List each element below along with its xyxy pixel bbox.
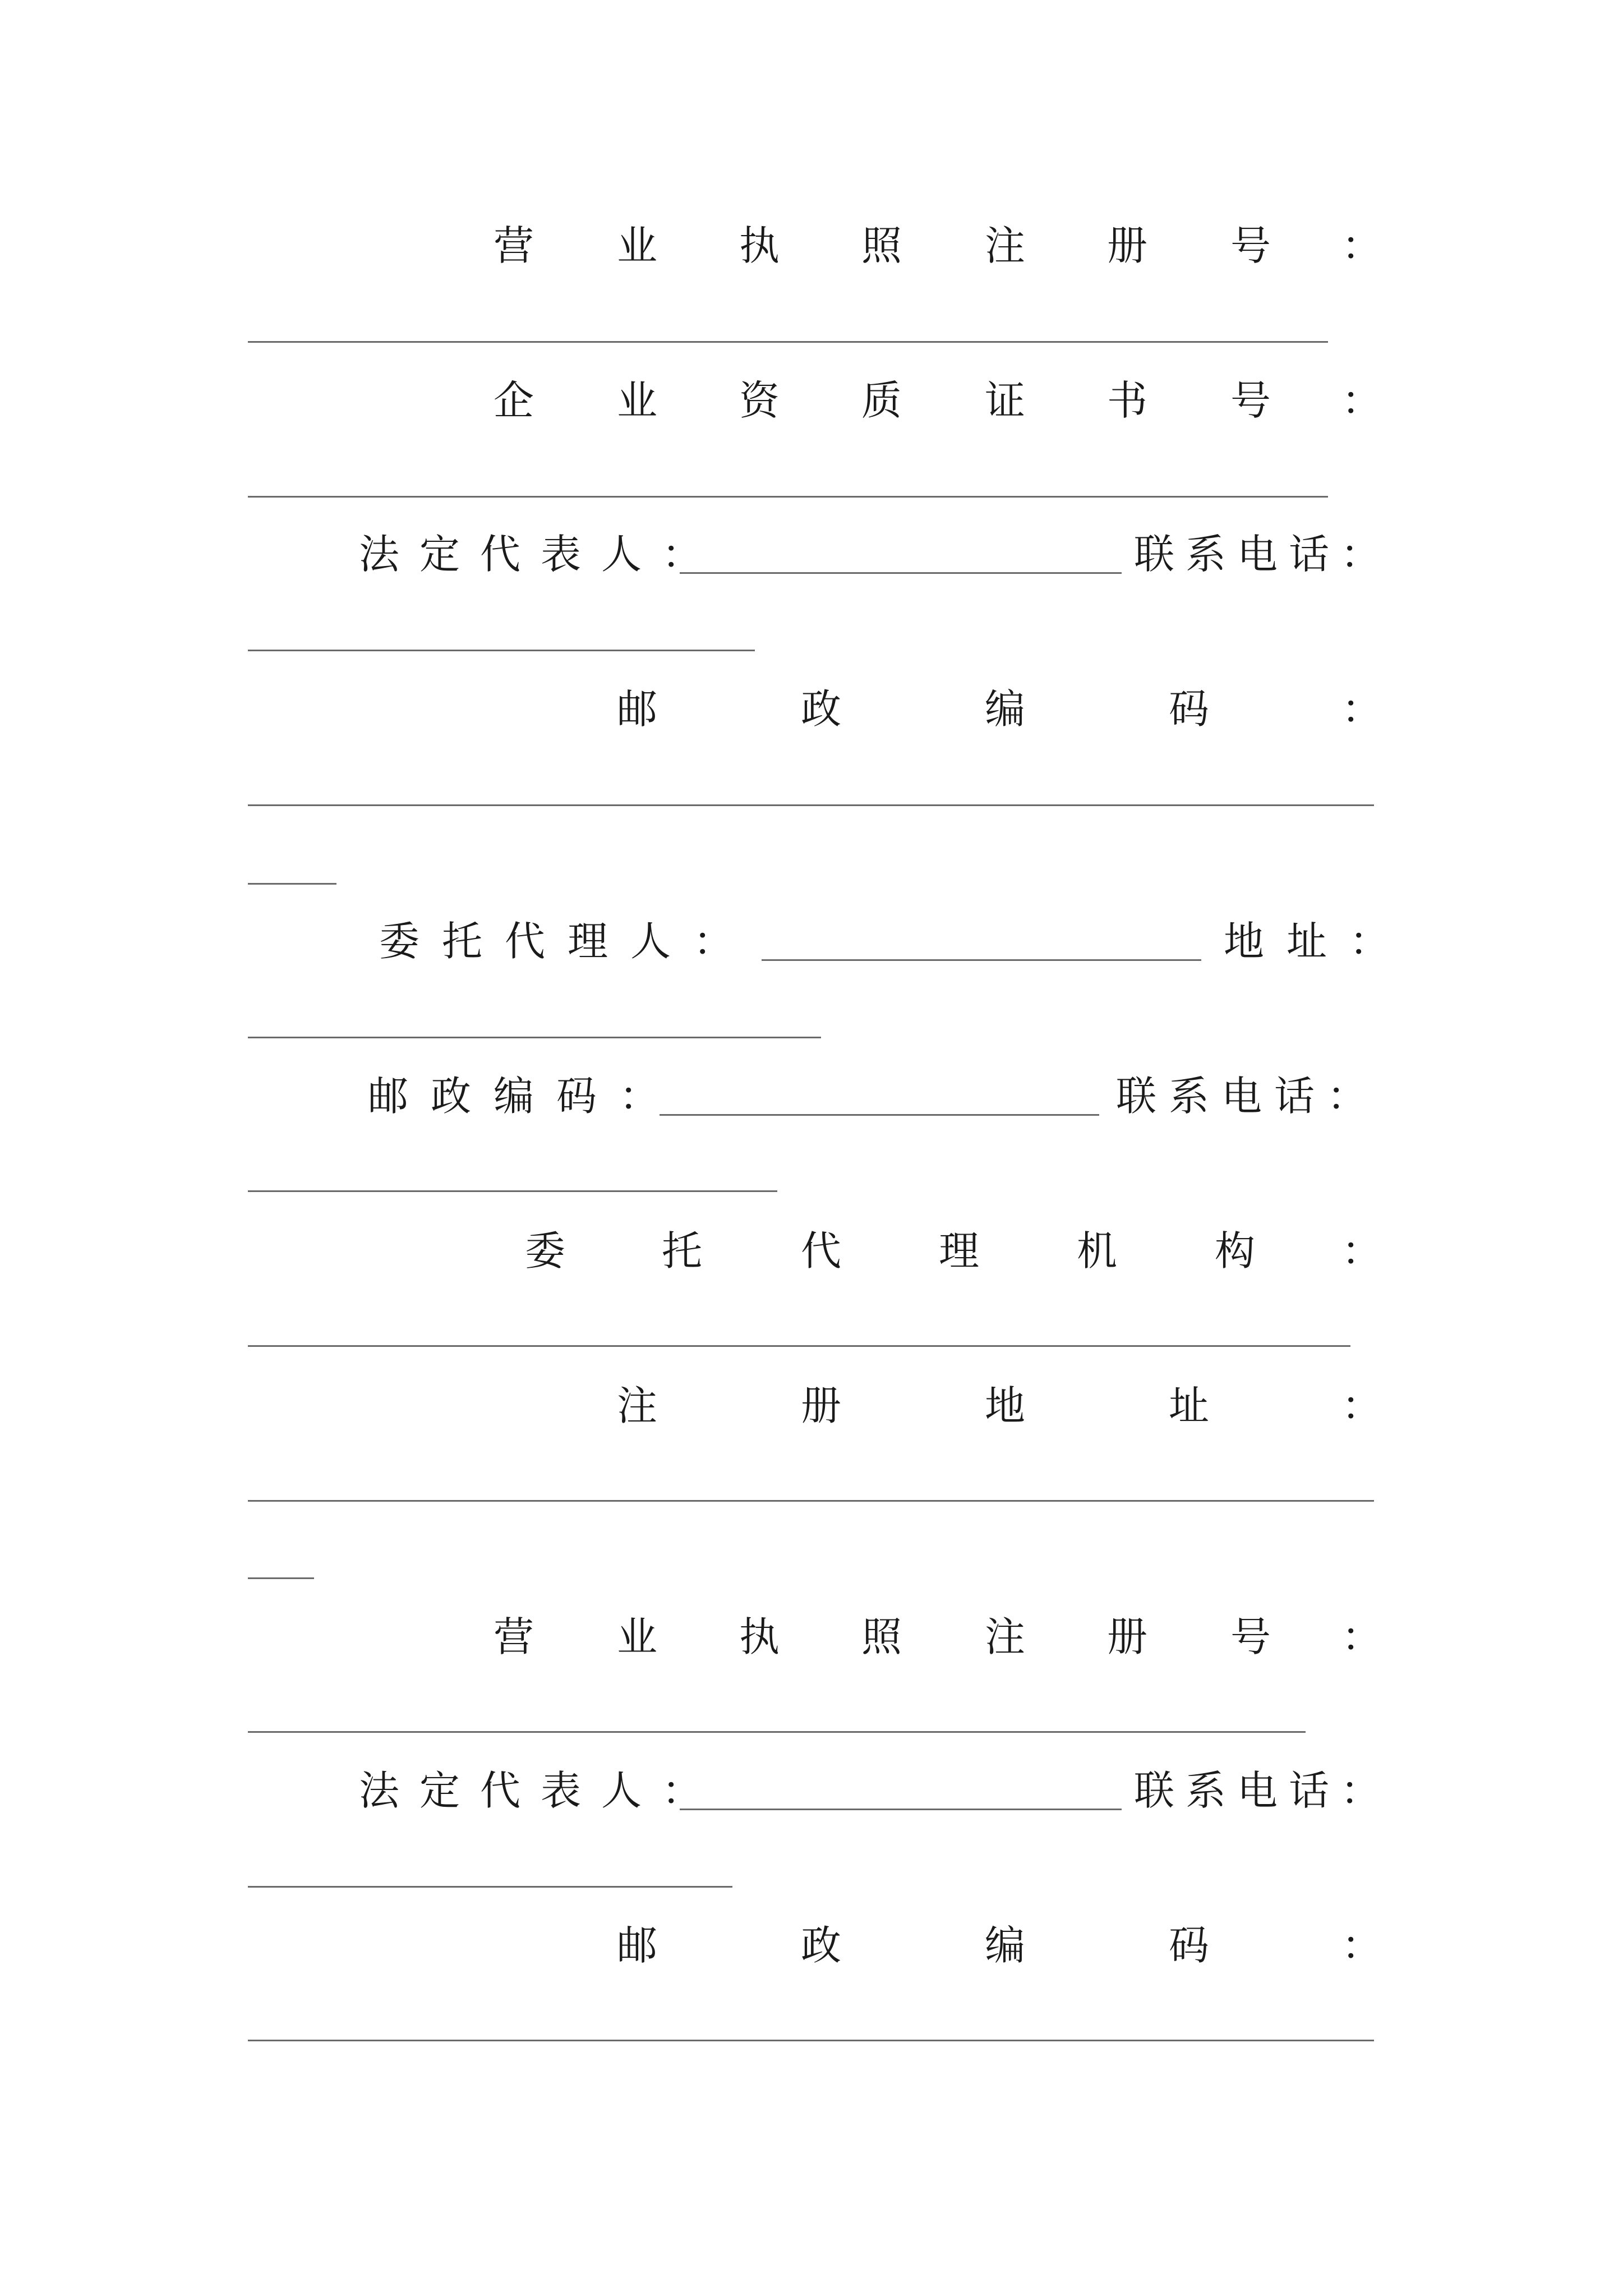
license-number-label-char: 号: [1230, 1613, 1271, 1660]
agency-label-char: 托: [662, 1227, 703, 1274]
license-number-row-2: [0, 1603, 1623, 1671]
postcode-row-1: [0, 675, 1623, 743]
postcode-label-char: 邮: [617, 685, 658, 733]
qualification-number-blank[interactable]: [248, 496, 1328, 498]
registered-address-label-char: 注: [617, 1382, 658, 1429]
qualification-label-char: 企: [494, 377, 534, 424]
license-number-label-char: 照: [861, 222, 902, 269]
contact-phone-blank-2[interactable]: [248, 1886, 732, 1888]
agent-label: 委托代理人：: [379, 918, 757, 965]
license-number-label-char: 注: [985, 1613, 1026, 1660]
agent-row: [0, 908, 1623, 975]
license-number-row-1: [0, 212, 1623, 279]
license-number-label-char: 业: [617, 1613, 658, 1660]
license-number-label-char: 执: [739, 222, 780, 269]
legal-representative-row-1: [0, 521, 1623, 588]
qualification-label-char: 质: [861, 377, 902, 424]
agent-postcode-label: 邮政编码：: [368, 1073, 683, 1120]
agency-label-char: 理: [939, 1227, 980, 1274]
registered-address-row: [0, 1372, 1623, 1439]
qualification-label-char: 证: [985, 377, 1026, 424]
license-number-label-char: 业: [617, 222, 658, 269]
agent-phone-blank[interactable]: [248, 1190, 777, 1192]
license-number-label-char: 号: [1230, 222, 1271, 269]
qualification-number-row: [0, 367, 1623, 434]
license-number-label-char: 注: [985, 222, 1026, 269]
agent-phone-label: 联系电话：: [1116, 1073, 1380, 1120]
agent-blank[interactable]: [762, 959, 1201, 961]
legal-representative-blank[interactable]: [680, 572, 1122, 574]
registered-address-label-char: 址: [1169, 1382, 1210, 1429]
agent-address-label: 地址：: [1224, 918, 1413, 965]
postcode-label-char: 编: [985, 685, 1026, 733]
postcode-label-char: 政: [801, 1922, 842, 1969]
qualification-label-char: 业: [617, 377, 658, 424]
registered-address-blank[interactable]: [248, 1500, 1374, 1502]
qualification-colon: ：: [1341, 377, 1382, 424]
postcode-blank-1-cont[interactable]: [248, 883, 336, 885]
license-number-blank-1[interactable]: [248, 341, 1328, 343]
postcode-label-char: 编: [985, 1922, 1026, 1969]
postcode-label-char: 邮: [617, 1922, 658, 1969]
agency-label-char: 构: [1215, 1227, 1256, 1274]
agent-address-blank[interactable]: [248, 1037, 821, 1038]
agent-postcode-blank[interactable]: [660, 1114, 1099, 1116]
postcode-label-char: 码: [1169, 1922, 1210, 1969]
license-number-label-char: 册: [1107, 1613, 1148, 1660]
contact-phone-blank[interactable]: [248, 650, 755, 651]
agency-label-char: 机: [1077, 1227, 1118, 1274]
legal-representative-label: 法定代表人：: [359, 531, 723, 578]
license-number-label-char: 册: [1107, 222, 1148, 269]
agency-label-char: 代: [801, 1227, 842, 1274]
registered-address-blank-cont[interactable]: [248, 1577, 314, 1579]
postcode-blank-1[interactable]: [248, 804, 1374, 806]
contact-phone-label: 联系电话：: [1134, 1767, 1393, 1814]
postcode-label-char: 码: [1169, 685, 1210, 733]
registered-address-label-char: 地: [985, 1382, 1026, 1429]
registered-address-colon: ：: [1341, 1382, 1382, 1429]
license-number-label-char: 执: [739, 1613, 780, 1660]
contact-phone-label: 联系电话：: [1134, 531, 1393, 578]
qualification-label-char: 书: [1107, 377, 1148, 424]
postcode-label-char: 政: [801, 685, 842, 733]
qualification-label-char: 号: [1230, 377, 1271, 424]
license-number-label-char: 照: [861, 1613, 902, 1660]
postcode-colon: ：: [1341, 1922, 1382, 1969]
postcode-row-2: [0, 1912, 1623, 1979]
license-number-blank-2[interactable]: [248, 1731, 1306, 1733]
qualification-label-char: 资: [739, 377, 780, 424]
registered-address-label-char: 册: [801, 1382, 842, 1429]
legal-representative-label: 法定代表人：: [359, 1767, 723, 1814]
agency-row: [0, 1217, 1623, 1285]
agency-colon: ：: [1341, 1227, 1382, 1274]
license-number-label-char: 营: [494, 1613, 534, 1660]
agent-contact-row: [0, 1062, 1623, 1130]
license-number-colon: ：: [1341, 222, 1382, 269]
license-number-colon: ：: [1341, 1613, 1382, 1660]
agency-blank[interactable]: [248, 1345, 1350, 1347]
legal-representative-blank[interactable]: [680, 1809, 1122, 1810]
agency-label-char: 委: [525, 1227, 566, 1274]
license-number-label-char: 营: [494, 222, 534, 269]
postcode-colon: ：: [1341, 685, 1382, 733]
legal-representative-row-2: [0, 1757, 1623, 1824]
postcode-blank-2[interactable]: [248, 2040, 1374, 2041]
